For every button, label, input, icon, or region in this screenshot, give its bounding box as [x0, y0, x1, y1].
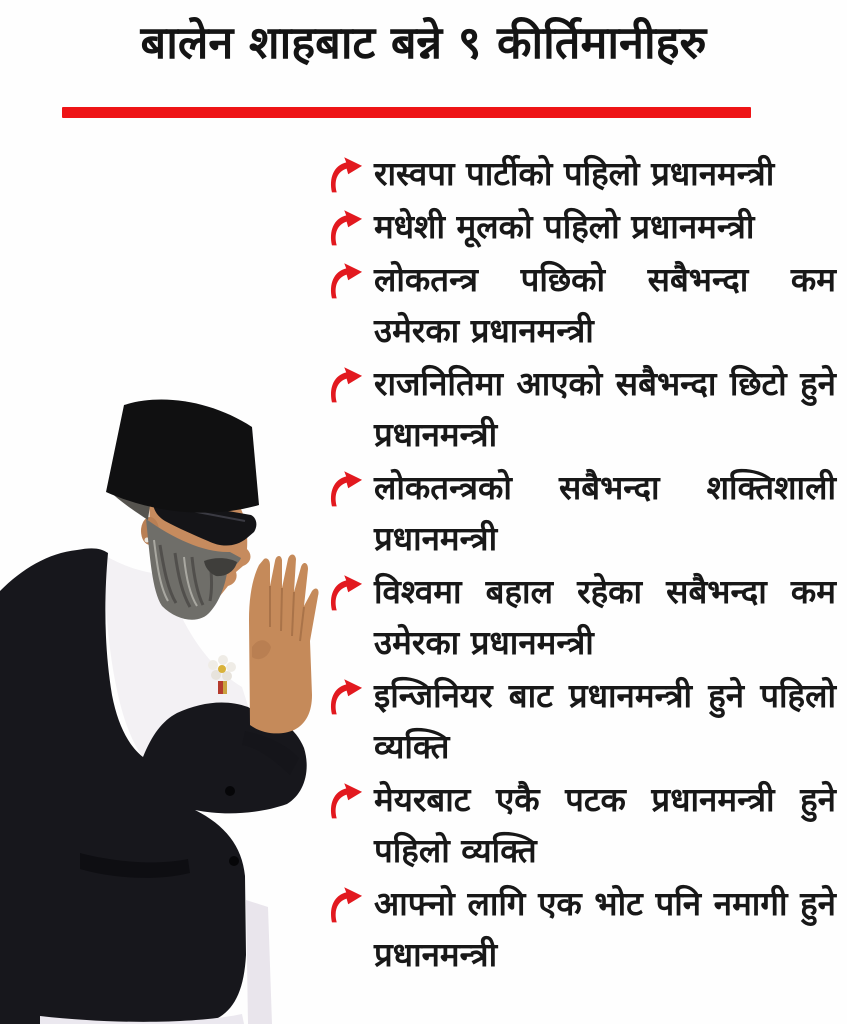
namaste-hands [249, 555, 319, 734]
jacket-button [225, 786, 235, 796]
curved-arrow-icon [328, 261, 366, 301]
page-title: बालेन शाहबाट बन्ने ९ कीर्तिमानीहरु [140, 16, 707, 69]
curved-arrow-icon [328, 781, 366, 821]
curved-arrow-icon [328, 365, 366, 405]
record-text: राजनितिमा आएको सबैभन्दा छिटो हुने प्रधानमन्त्री [374, 364, 836, 454]
curved-arrow-icon [328, 208, 366, 248]
records-list [328, 148, 836, 982]
record-item [328, 358, 836, 460]
record-text: लोकतन्त्रको सबैभन्दा शक्तिशाली प्रधानमन्त्री [374, 468, 836, 558]
record-item [328, 878, 836, 980]
record-text: रास्वपा पार्टीको पहिलो प्रधानमन्त्री [374, 154, 775, 193]
record-text: आफ्नो लागि एक भोट पनि नमागी हुने प्रधानमन्त्री [374, 884, 836, 974]
record-text: इन्जिनियर बाट प्रधानमन्त्री हुने पहिलो व्यक्ति [374, 676, 836, 766]
dhaka-topi-hat [106, 400, 259, 513]
record-item [328, 148, 836, 199]
record-item [328, 462, 836, 564]
record-item [328, 201, 836, 252]
record-item [328, 670, 836, 772]
record-item [328, 254, 836, 356]
curved-arrow-icon [328, 677, 366, 717]
title-underline-bar [62, 107, 751, 118]
balen-shah-photo-svg [0, 395, 345, 1024]
curved-arrow-icon [328, 155, 366, 195]
record-item [328, 774, 836, 876]
record-text: विश्वमा बहाल रहेका सबैभन्दा कम उमेरका प्रधानमन्त्री [374, 572, 836, 662]
jacket-button [229, 856, 239, 866]
curved-arrow-icon [328, 469, 366, 509]
curved-arrow-icon [328, 885, 366, 925]
inner-garment-side [246, 900, 272, 1024]
record-item [328, 566, 836, 668]
record-text: मधेशी मूलको पहिलो प्रधानमन्त्री [374, 207, 755, 246]
record-text: लोकतन्त्र पछिको सबैभन्दा कम उमेरका प्रधानमन्त्री [374, 260, 836, 350]
record-text: मेयरबाट एकै पटक प्रधानमन्त्री हुने पहिलो व्यक्ति [374, 780, 836, 870]
curved-arrow-icon [328, 573, 366, 613]
balen-shah-photo [0, 395, 345, 1024]
